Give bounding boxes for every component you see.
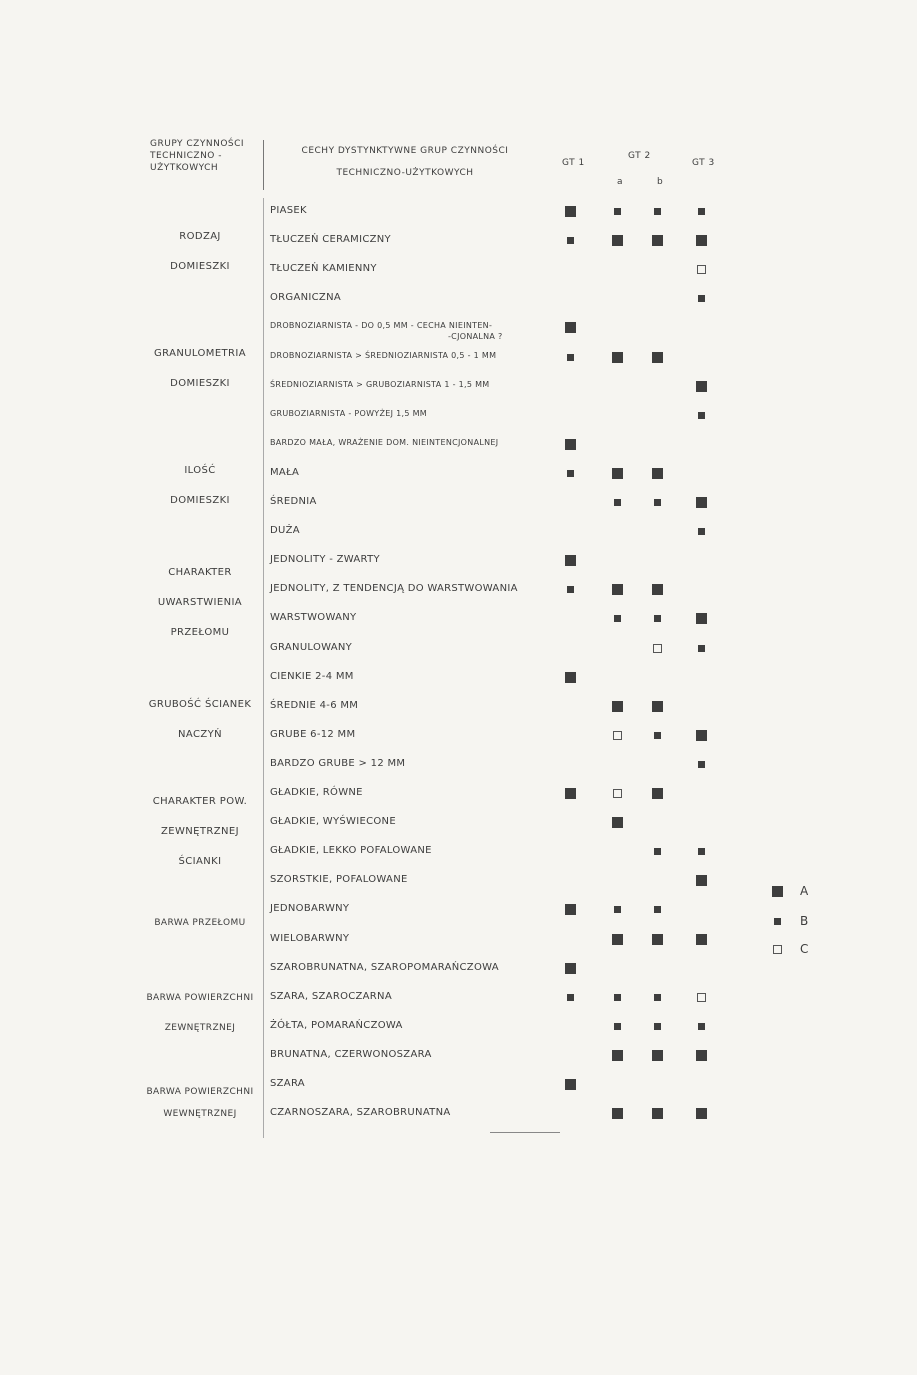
feature-label: ORGANICZNA	[270, 292, 341, 303]
gt2a-header: a	[617, 177, 624, 187]
mark-a-gt1	[565, 788, 576, 799]
group-line: ŚCIANKI	[178, 856, 222, 867]
group-line: DOMIESZKI	[170, 261, 230, 272]
mark-c-gt3	[653, 644, 662, 653]
group-label	[140, 456, 260, 516]
mark-a-gt4	[696, 497, 707, 508]
feature-label: GRUBE 6-12 MM	[270, 729, 356, 740]
group-label	[140, 787, 260, 877]
group-header-line: GRUPY CZYNNOŚCI	[150, 139, 245, 149]
mark-a-gt4	[696, 934, 707, 945]
mark-a-gt1	[565, 206, 576, 217]
mark-b-gt4	[698, 645, 705, 652]
mark-a-gt4	[696, 875, 707, 886]
mark-a-gt2	[612, 934, 623, 945]
mark-b-gt2	[614, 615, 621, 622]
feature-label: BARDZO MAŁA, WRAŻENIE DOM. NIEINTENCJONALNEJ	[270, 438, 499, 447]
feature-label: PIASEK	[270, 205, 307, 216]
mark-b-gt4	[698, 208, 705, 215]
mark-a-gt4	[696, 1050, 707, 1061]
feature-label: SZAROBRUNATNA, SZAROPOMARAŃCZOWA	[270, 962, 499, 973]
mark-b-gt3	[654, 994, 661, 1001]
feature-label: WIELOBARWNY	[270, 933, 350, 944]
group-label	[140, 1081, 260, 1125]
mark-b-gt4	[698, 1023, 705, 1030]
legend-mark-b	[774, 918, 781, 925]
mark-a-gt2	[612, 1108, 623, 1119]
mark-b-gt1	[567, 237, 574, 244]
feature-label: JEDNOLITY, Z TENDENCJĄ DO WARSTWOWANIA	[270, 583, 518, 594]
feature-label: GŁADKIE, WYŚWIECONE	[270, 816, 396, 827]
header-divider	[263, 140, 264, 190]
group-line: WEWNĘTRZNEJ	[163, 1109, 237, 1119]
group-line: PRZEŁOMU	[170, 627, 230, 638]
mark-c-gt4	[697, 993, 706, 1002]
feature-label: ŚREDNIA	[270, 496, 317, 507]
group-line: BARWA PRZEŁOMU	[154, 918, 246, 928]
mark-b-gt3	[654, 615, 661, 622]
table-divider	[263, 198, 264, 1138]
feature-label: JEDNOBARWNY	[270, 903, 350, 914]
mark-a-gt3	[652, 352, 663, 363]
mark-a-gt2	[612, 352, 623, 363]
feature-label: GŁADKIE, LEKKO POFALOWANE	[270, 845, 432, 856]
mark-a-gt3	[652, 788, 663, 799]
features-header-line: TECHNICZNO-UŻYTKOWYCH	[336, 168, 474, 178]
feature-label: SZARA	[270, 1078, 305, 1089]
group-line: NACZYŃ	[178, 729, 222, 740]
mark-a-gt3	[652, 235, 663, 246]
mark-b-gt1	[567, 354, 574, 361]
feature-label: DUŻA	[270, 525, 300, 536]
mark-a-gt3	[652, 1108, 663, 1119]
mark-b-gt4	[698, 412, 705, 419]
feature-label: SZORSTKIE, POFALOWANE	[270, 874, 408, 885]
feature-label: BRUNATNA, CZERWONOSZARA	[270, 1049, 432, 1060]
mark-a-gt1	[565, 322, 576, 333]
gt1-header: GT 1	[562, 158, 585, 168]
group-line: BARWA POWIERZCHNI	[146, 993, 254, 1003]
group-line: UWARSTWIENIA	[157, 597, 243, 608]
mark-b-gt3	[654, 732, 661, 739]
group-line: ZEWNĘTRZNEJ	[164, 1023, 236, 1033]
mark-a-gt2	[612, 817, 623, 828]
mark-b-gt4	[698, 761, 705, 768]
mark-a-gt4	[696, 613, 707, 624]
feature-label: CIENKIE 2-4 MM	[270, 671, 354, 682]
mark-b-gt1	[567, 994, 574, 1001]
mark-b-gt3	[654, 1023, 661, 1030]
mark-b-gt1	[567, 470, 574, 477]
gt2-header: GT 2	[628, 151, 651, 161]
group-label	[140, 690, 260, 750]
group-line: ZEWNĘTRZNEJ	[161, 826, 239, 837]
group-line: DOMIESZKI	[170, 495, 230, 506]
group-label	[140, 983, 260, 1043]
mark-b-gt2	[614, 499, 621, 506]
mark-b-gt3	[654, 499, 661, 506]
feature-label: TŁUCZEŃ KAMIENNY	[270, 263, 377, 274]
mark-a-gt2	[612, 701, 623, 712]
feature-label: ŻÓŁTA, POMARAŃCZOWA	[270, 1020, 403, 1031]
mark-c-gt2	[613, 789, 622, 798]
mark-b-gt3	[654, 848, 661, 855]
feature-label: DROBNOZIARNISTA - DO 0,5 MM - CECHA NIEINTEN-	[270, 321, 493, 330]
mark-a-gt1	[565, 672, 576, 683]
feature-label: ŚREDNIE 4-6 MM	[270, 700, 359, 711]
feature-label: GRANULOWANY	[270, 642, 353, 653]
mark-b-gt2	[614, 1023, 621, 1030]
mark-b-gt4	[698, 528, 705, 535]
mark-b-gt4	[698, 295, 705, 302]
mark-a-gt3	[652, 701, 663, 712]
group-line: CHARAKTER POW.	[152, 796, 248, 807]
feature-label: DROBNOZIARNISTA > ŚREDNIOZIARNISTA 0,5 - 1 MM	[270, 351, 497, 360]
group-line: RODZAJ	[179, 231, 221, 242]
mark-a-gt3	[652, 934, 663, 945]
mark-a-gt3	[652, 1050, 663, 1061]
mark-a-gt3	[652, 468, 663, 479]
group-label	[140, 222, 260, 282]
mark-b-gt2	[614, 994, 621, 1001]
mark-a-gt2	[612, 468, 623, 479]
feature-label: CZARNOSZARA, SZAROBRUNATNA	[270, 1107, 451, 1118]
mark-a-gt1	[565, 439, 576, 450]
mark-b-gt1	[567, 586, 574, 593]
feature-label: TŁUCZEŃ CERAMICZNY	[270, 234, 391, 245]
group-line: GRUBOŚĆ ŚCIANEK	[148, 699, 252, 710]
feature-label-continuation: -CJONALNA ?	[448, 332, 503, 341]
gt2b-header: b	[657, 177, 664, 187]
mark-a-gt1	[565, 1079, 576, 1090]
mark-a-gt2	[612, 1050, 623, 1061]
group-header-line: UŻYTKOWYCH	[150, 163, 219, 173]
mark-a-gt2	[612, 235, 623, 246]
mark-c-gt4	[697, 265, 706, 274]
feature-label: MAŁA	[270, 467, 300, 478]
mark-a-gt4	[696, 1108, 707, 1119]
mark-b-gt2	[614, 208, 621, 215]
features-header-line: CECHY DYSTYNKTYWNE GRUP CZYNNOŚCI	[301, 146, 509, 156]
feature-label: GRUBOZIARNISTA - POWYŻEJ 1,5 MM	[270, 409, 427, 418]
mark-a-gt2	[612, 584, 623, 595]
group-line: GRANULOMETRIA	[153, 348, 246, 359]
group-header-line: TECHNICZNO -	[150, 151, 222, 161]
mark-a-gt4	[696, 730, 707, 741]
bottom-line	[490, 1132, 560, 1133]
mark-b-gt3	[654, 906, 661, 913]
group-line: BARWA POWIERZCHNI	[146, 1087, 254, 1097]
group-label	[140, 908, 260, 938]
mark-b-gt2	[614, 906, 621, 913]
legend-mark-c	[773, 945, 782, 954]
feature-label: JEDNOLITY - ZWARTY	[270, 554, 380, 565]
mark-a-gt1	[565, 963, 576, 974]
group-line: ILOŚĆ	[184, 465, 216, 476]
mark-a-gt4	[696, 235, 707, 246]
mark-b-gt3	[654, 208, 661, 215]
group-line: DOMIESZKI	[170, 378, 230, 389]
legend-label-c: C	[800, 942, 809, 956]
feature-label: GŁADKIE, RÓWNE	[270, 787, 363, 798]
group-label	[140, 339, 260, 399]
mark-a-gt3	[652, 584, 663, 595]
legend-mark-a	[772, 886, 783, 897]
legend-label-b: B	[800, 914, 809, 928]
feature-label: BARDZO GRUBE > 12 MM	[270, 758, 406, 769]
legend-label-a: A	[800, 884, 809, 898]
features-column-header	[270, 140, 540, 184]
mark-a-gt4	[696, 381, 707, 392]
group-column-header	[150, 138, 262, 174]
mark-a-gt1	[565, 904, 576, 915]
gt3-header: GT 3	[692, 158, 715, 168]
mark-c-gt2	[613, 731, 622, 740]
group-label	[140, 558, 260, 648]
feature-label: WARSTWOWANY	[270, 612, 357, 623]
mark-a-gt1	[565, 555, 576, 566]
feature-label: SZARA, SZAROCZARNA	[270, 991, 392, 1002]
mark-b-gt4	[698, 848, 705, 855]
feature-label: ŚREDNIOZIARNISTA > GRUBOZIARNISTA 1 - 1,5 MM	[270, 380, 490, 389]
group-line: CHARAKTER	[168, 567, 232, 578]
